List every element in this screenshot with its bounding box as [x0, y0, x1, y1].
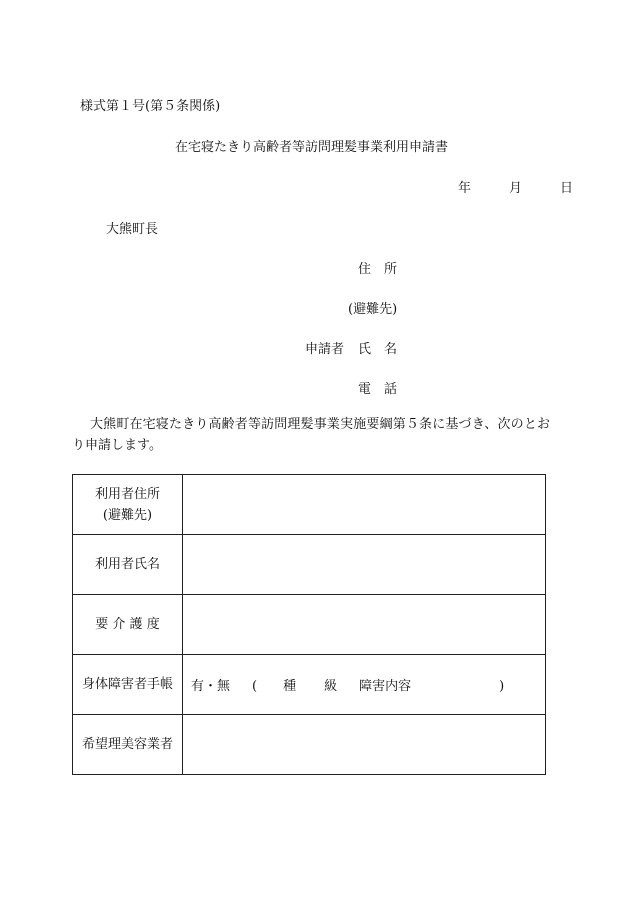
close-paren: )	[499, 679, 505, 694]
date-day: 日	[560, 181, 574, 196]
form-number: 様式第１号(第５条関係)	[80, 99, 221, 114]
row-label-line1: 身体障害者手帳	[81, 677, 173, 692]
grade-kind-label: 種	[283, 679, 297, 694]
grade-level-label: 級	[324, 679, 338, 694]
date-line	[458, 177, 573, 196]
row-label-line1: 利用者住所	[94, 486, 160, 502]
name-label: 氏 名	[358, 342, 398, 357]
disability-handbook-field[interactable]	[183, 655, 546, 715]
applicant-label: 申請者	[305, 342, 345, 357]
row-label-user-address	[73, 475, 183, 535]
row-label-preferred-barber	[73, 715, 183, 775]
user-address-field[interactable]	[183, 475, 546, 535]
date-month: 月	[509, 181, 523, 196]
open-paren: (	[252, 679, 258, 694]
document-title: 在宅寝たきり高齢者等訪問理髪事業利用申請書	[175, 140, 449, 155]
addressee: 大熊町長	[106, 222, 159, 237]
row-label-line2: (避難先)	[102, 507, 153, 523]
application-statement: 大熊町在宅寝たきり高齢者等訪問理髪事業実施要綱第５条に基づき、次のとおり申請します。	[72, 417, 550, 453]
row-label-disability-handbook	[73, 655, 183, 715]
preferred-barber-field[interactable]	[183, 715, 546, 775]
application-form-table	[72, 474, 546, 775]
evacuation-label: (避難先)	[348, 302, 398, 317]
table-row	[73, 715, 546, 775]
row-label-user-name	[73, 535, 183, 595]
table-row	[73, 535, 546, 595]
disability-availability: 有・無	[191, 679, 231, 694]
disability-content-label: 障害内容	[359, 679, 412, 694]
row-label-line1: 利用者氏名	[94, 557, 160, 572]
row-label-line1: 希望理美容業者	[81, 737, 173, 752]
table-row	[73, 655, 546, 715]
row-label-care-level	[73, 595, 183, 655]
care-level-field[interactable]	[183, 595, 546, 655]
date-year: 年	[458, 181, 472, 196]
user-name-field[interactable]	[183, 535, 546, 595]
phone-label: 電 話	[358, 382, 398, 397]
address-label: 住 所	[358, 262, 398, 277]
row-label-line1: 要 介 護 度	[95, 617, 160, 632]
table-row	[73, 595, 546, 655]
table-row	[73, 475, 546, 535]
